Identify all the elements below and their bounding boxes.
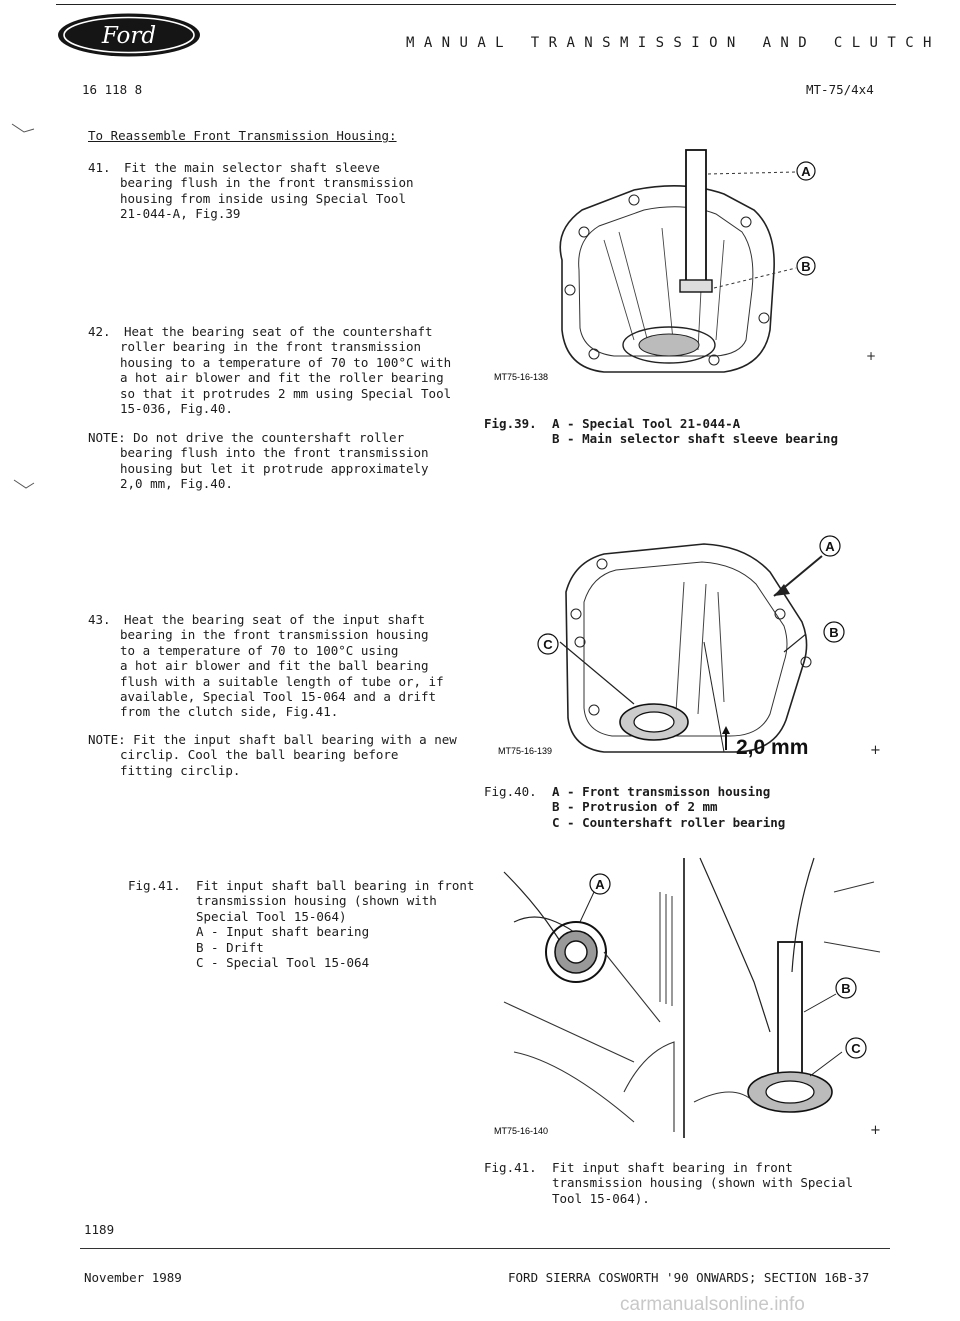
step-line: to a temperature of 70 to 100°C using xyxy=(120,642,399,658)
dimension-label: 2,0 mm xyxy=(736,736,809,759)
step-line: so that it protrudes 2 mm using Special Tool xyxy=(120,385,452,401)
step-line: from the clutch side, Fig.41. xyxy=(120,704,339,720)
step-line: flush with a suitable length of tube or, if xyxy=(120,673,444,689)
caption-label: Fig.41. xyxy=(128,878,181,893)
callout-label: A xyxy=(825,539,835,554)
step-line: housing from inside using Special Tool xyxy=(120,190,406,206)
figure-code: MT75-16-140 xyxy=(494,1126,549,1136)
caption-line: B - Protrusion of 2 mm xyxy=(552,799,718,815)
note-label: NOTE: xyxy=(88,430,126,445)
callout-label: A xyxy=(801,164,811,179)
figure-code: MT75-16-138 xyxy=(494,372,549,382)
callout-label: B xyxy=(829,625,839,640)
note-line: housing but let it protrude approximately xyxy=(120,460,429,476)
note-line: Fit the input shaft ball bearing with a new xyxy=(133,732,457,747)
note-line: fitting circlip. xyxy=(120,762,241,778)
ford-tick-icon: + xyxy=(866,349,877,363)
caption-line: Fit input shaft ball bearing in front xyxy=(196,878,475,893)
doc-code-right: MT-75/4x4 xyxy=(806,82,874,97)
footer-publication: FORD SIERRA COSWORTH '90 ONWARDS; SECTION 16B-37 xyxy=(508,1270,870,1285)
running-title: MANUAL TRANSMISSION AND CLUTCH xyxy=(406,35,941,51)
caption-line: B - Drift xyxy=(196,939,264,955)
figure-code: MT75-16-139 xyxy=(498,746,553,756)
note-1 xyxy=(88,430,429,492)
step-number: 43. xyxy=(88,612,111,627)
section-title: To Reassemble Front Transmission Housing: xyxy=(88,128,397,143)
step-line: Heat the bearing seat of the countershaft xyxy=(124,324,433,339)
caption-line: Fit input shaft bearing in front xyxy=(552,1160,793,1175)
header-top-rule xyxy=(56,4,896,5)
step-line: Heat the bearing seat of the input shaft xyxy=(124,612,426,627)
step-number: 42. xyxy=(88,324,111,339)
doc-code-left: 16 118 8 xyxy=(82,82,143,97)
caption-label: Fig.40. xyxy=(484,784,537,799)
step-line: Fit the main selector shaft sleeve xyxy=(124,160,380,175)
step-line: 15-036, Fig.40. xyxy=(120,401,233,417)
figure-40 xyxy=(484,522,884,762)
figure-39 xyxy=(484,140,884,390)
note-line: circlip. Cool the ball bearing before xyxy=(120,747,399,763)
caption-line: C - Countershaft roller bearing xyxy=(552,814,786,830)
caption-line: A - Special Tool 21-044-A xyxy=(552,416,741,431)
note-label: NOTE: xyxy=(88,732,126,747)
caption-label: Fig.41. xyxy=(484,1160,537,1175)
step-line: roller bearing in the front transmission xyxy=(120,339,422,355)
step-line: available, Special Tool 15-064 and a drift xyxy=(120,689,437,705)
page-number: 1189 xyxy=(84,1222,115,1237)
callout-label: C xyxy=(851,1041,861,1056)
step-line: a hot air blower and fit the roller bearing xyxy=(120,370,444,386)
caption-line: transmission housing (shown with xyxy=(196,893,437,909)
note-line: 2,0 mm, Fig.40. xyxy=(120,476,233,492)
callout-label: B xyxy=(841,981,851,996)
note-line: bearing flush into the front transmission xyxy=(120,445,429,461)
ford-logo-text: Ford xyxy=(101,23,157,49)
ford-tick-icon: + xyxy=(870,1123,881,1138)
footer-rule xyxy=(80,1248,890,1249)
step-line: bearing in the front transmission housing xyxy=(120,627,429,643)
caption-line: Special Tool 15-064) xyxy=(196,908,347,924)
step-number: 41. xyxy=(88,160,111,175)
caption-line: C - Special Tool 15-064 xyxy=(196,955,370,971)
fig39-caption xyxy=(484,416,838,447)
margin-marks xyxy=(10,110,50,490)
callout-label: B xyxy=(801,259,811,274)
fig41-caption xyxy=(484,1160,853,1206)
callout-label: A xyxy=(595,877,605,892)
caption-label: Fig.39. xyxy=(484,416,537,431)
step-43 xyxy=(88,612,444,720)
caption-line: A - Front transmisson housing xyxy=(552,784,771,799)
note-2 xyxy=(88,732,457,778)
ford-logo xyxy=(56,12,202,62)
step-line: housing to a temperature of 70 to 100°C with xyxy=(120,354,452,370)
watermark: carmanualsonline.info xyxy=(620,1294,805,1315)
step-42 xyxy=(88,324,451,416)
ford-tick-icon: + xyxy=(870,743,881,758)
step-line: a hot air blower and fit the ball bearing xyxy=(120,658,429,674)
step-line: 21-044-A, Fig.39 xyxy=(120,206,241,222)
fig40-caption xyxy=(484,784,785,830)
caption-line: Tool 15-064). xyxy=(552,1190,650,1206)
step-41 xyxy=(88,160,414,222)
step-line: bearing flush in the front transmission xyxy=(120,175,414,191)
callout-label: C xyxy=(543,637,553,652)
figure-41 xyxy=(484,852,884,1142)
caption-line: B - Main selector shaft sleeve bearing xyxy=(552,431,838,447)
caption-line: transmission housing (shown with Special xyxy=(552,1175,854,1191)
footer-date: November 1989 xyxy=(84,1270,182,1285)
left-fig41-caption xyxy=(128,878,474,970)
caption-line: A - Input shaft bearing xyxy=(196,924,370,940)
note-line: Do not drive the countershaft roller xyxy=(133,430,405,445)
